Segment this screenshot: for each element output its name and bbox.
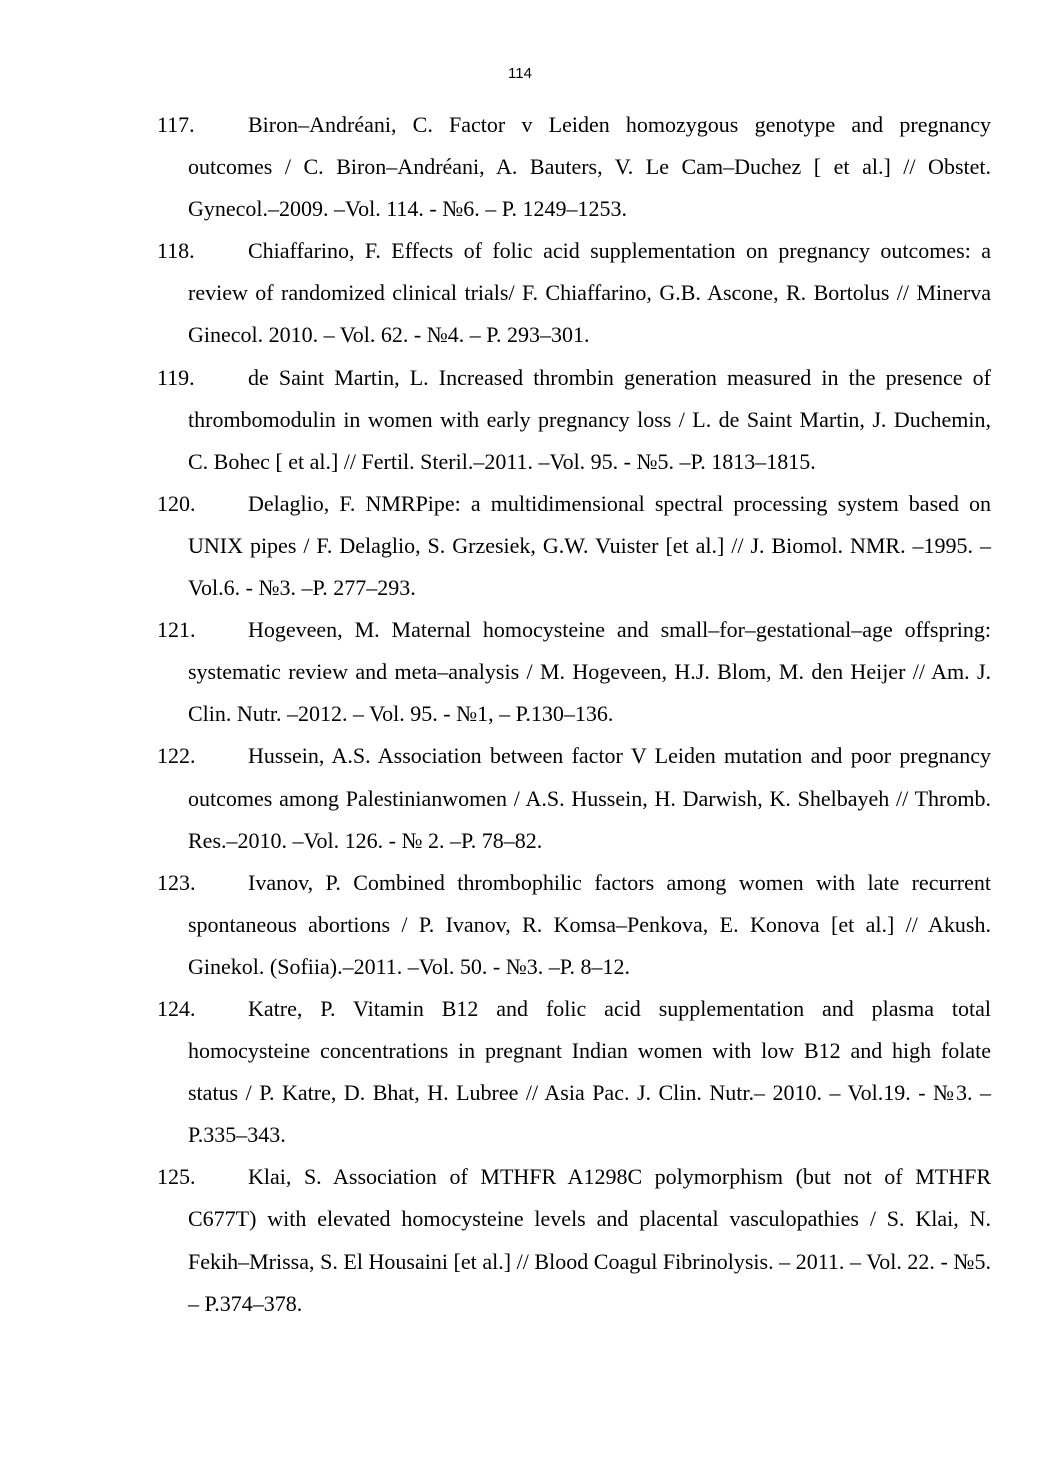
page-number: 114: [508, 65, 532, 82]
reference-number: 121.: [157, 617, 196, 643]
reference-item: [157, 988, 991, 1156]
reference-number: 118.: [157, 238, 195, 264]
reference-item: [157, 104, 991, 230]
reference-text: Hussein, A.S. Association between factor V Leiden mutation and poor pregnancy outcomes among Palestinianwomen / A.S. Hussein, H. Darwish, K. Shelbayeh // Thromb. Res.–2010. –Vol. 126. - № 2. –P. 78–82.: [188, 743, 991, 853]
reference-item: [157, 735, 991, 861]
reference-text: Biron–Andréani, C. Factor v Leiden homozygous genotype and pregnancy outcomes / C. Biron–Andréani, A. Bauters, V. Le Cam–Duchez [ et al.] // Obstet. Gynecol.–2009. –Vol. 114. - №6. – P. 1249–1253.: [188, 112, 991, 222]
reference-number: 120.: [157, 490, 196, 516]
reference-text: Klai, S. Association of MTHFR A1298C polymorphism (but not of MTHFR C677T) with elevated homocysteine levels and placental vasculopathies / S. Klai, N. Fekih–Mrissa, S. El Housaini [et al.] // Blood Coagul Fibrinolysis. – 2011. – Vol. 22. - №5. – P.374–378.: [188, 1164, 991, 1316]
reference-item: [157, 357, 991, 483]
reference-text: de Saint Martin, L. Increased thrombin generation measured in the presence of thrombomodulin in women with early pregnancy loss / L. de Saint Martin, J. Duchemin, C. Bohec [ et al.] // Fertil. Steril.–2011. –Vol. 95. - №5. –P. 1813–1815.: [188, 364, 991, 474]
reference-item: [157, 483, 991, 609]
reference-text: Chiaffarino, F. Effects of folic acid supplementation on pregnancy outcomes: a review of randomized clinical trials/ F. Chiaffarino, G.B. Ascone, R. Bortolus // Minerva Ginecol. 2010. – Vol. 62. - №4. – P. 293–301.: [188, 238, 991, 348]
reference-number: 117.: [157, 112, 195, 137]
reference-list: [157, 104, 991, 1325]
reference-item: [157, 862, 991, 988]
reference-text: Ivanov, P. Combined thrombophilic factors among women with late recurrent spontaneous abortions / P. Ivanov, R. Komsa–Penkova, E. Konova [et al.] // Akush. Ginekol. (Sofiia).–2011. –Vol. 50. - №3. –P. 8–12.: [188, 869, 991, 979]
reference-number: 122.: [157, 743, 196, 769]
reference-text: Katre, P. Vitamin B12 and folic acid supplementation and plasma total homocysteine concentrations in pregnant Indian women with low B12 and high folate status / P. Katre, D. Bhat, H. Lubree // Asia Pac. J. Clin. Nutr.– 2010. – Vol.19. - №3. – P.335–343.: [188, 995, 991, 1148]
reference-item: [157, 609, 991, 735]
reference-number: 124.: [157, 995, 196, 1021]
reference-text: Delaglio, F. NMRPipe: a multidimensional spectral processing system based on UNIX pipes / F. Delaglio, S. Grzesiek, G.W. Vuister [et al.] // J. Biomol. NMR. –1995. –Vol.6. - №3. –P. 277–293.: [188, 490, 991, 601]
reference-item: [157, 230, 991, 356]
reference-number: 119.: [157, 364, 195, 390]
reference-text: Hogeveen, M. Maternal homocysteine and small–for–gestational–age offspring: systematic review and meta–analysis / M. Hogeveen, H.J. Blom, M. den Heijer // Am. J. Clin. Nutr. –2012. – Vol. 95. - №1, – P.130–136.: [188, 617, 991, 727]
reference-item: [157, 1156, 991, 1324]
reference-number: 123.: [157, 869, 196, 895]
reference-number: 125.: [157, 1164, 196, 1190]
